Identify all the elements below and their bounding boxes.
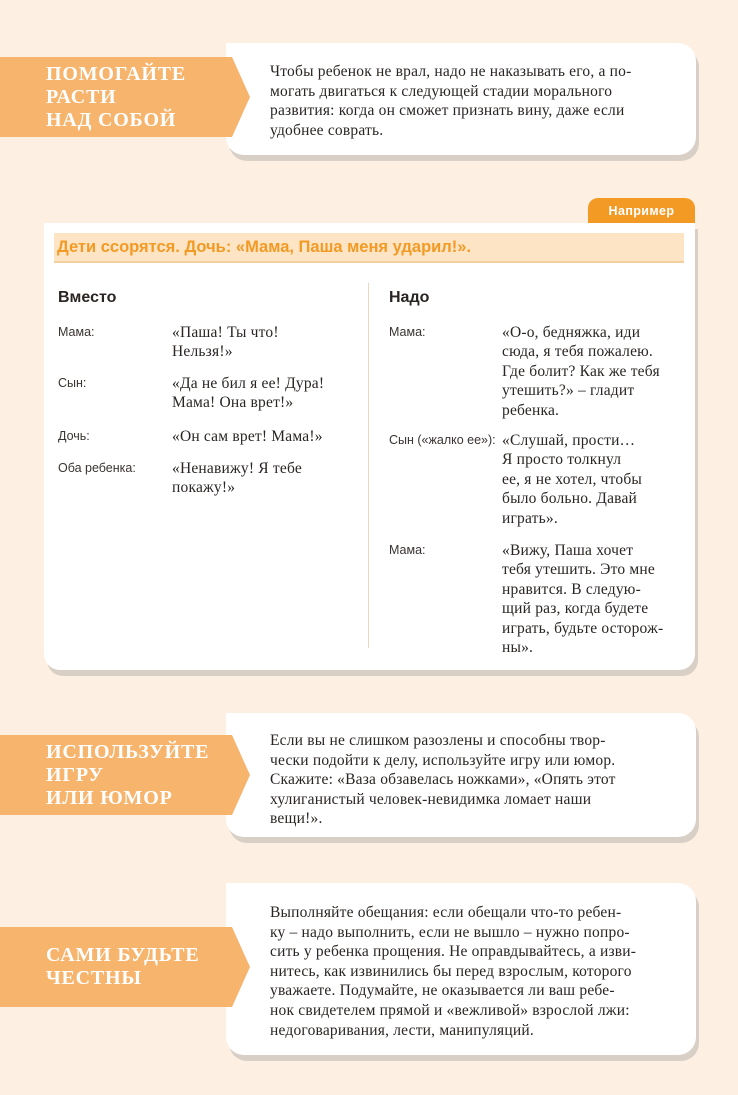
instead-title: Вместо xyxy=(58,289,117,306)
utterance-line: ны». xyxy=(502,639,534,657)
text-line: хулиганистый человек-невидимка ломает наши xyxy=(270,790,592,808)
text-line: недоговаривания, лести, манипуляций. xyxy=(270,1021,534,1039)
text-line: Чтобы ребенок не врал, надо не наказывать его, а по- xyxy=(270,63,632,80)
utterance-line: «Ненавижу! Я тебе xyxy=(172,460,302,477)
text-line: Если вы не слишком разозлены и способны твор- xyxy=(270,732,606,749)
tip-box-humor xyxy=(226,713,696,837)
speaker: Мама: xyxy=(58,325,95,339)
tip-label-honest xyxy=(0,927,199,1007)
utterance-line: играть». xyxy=(502,509,558,527)
utterance-line: «О-о, бедняжка, иди xyxy=(502,324,641,341)
utterance-line: Где болит? Как же тебя xyxy=(502,362,660,380)
example-tag: Например xyxy=(588,198,695,224)
example-headline: Дети ссорятся. Дочь: «Мама, Паша меня ударил!». xyxy=(54,233,684,263)
utterance-line: Я просто толкнул xyxy=(502,451,622,469)
label-arrow xyxy=(232,735,250,815)
tip-box-grow xyxy=(226,43,696,155)
utterance-line: «Паша! Ты что! xyxy=(172,324,279,341)
label-arrow xyxy=(232,57,250,137)
utterance-line: «Вижу, Паша хочет xyxy=(502,542,634,559)
utterance-line: Нельзя!» xyxy=(172,343,233,361)
text-line: чески подойти к делу, используйте игру или юмор. xyxy=(270,751,616,769)
tip-label-grow xyxy=(0,57,186,137)
speaker: Дочь: xyxy=(58,429,90,443)
utterance-line: ребенка. xyxy=(502,401,560,419)
utterance xyxy=(502,431,702,528)
utterance-line: «Слушай, прости… xyxy=(502,432,636,449)
text-line: ку – надо выполнить, если не вышло – нужно попро- xyxy=(270,923,630,941)
text-line: развития: когда он сможет признать вину, даже если xyxy=(270,102,625,120)
speaker: Оба ребенка: xyxy=(58,461,136,475)
speaker: Сын: xyxy=(58,376,87,390)
text-line: нок свидетелем прямой и «вежливой» взрослой лжи: xyxy=(270,1001,630,1019)
utterance-line: тебя утешить. Это мне xyxy=(502,561,655,579)
example-card xyxy=(44,223,695,670)
utterance-line: щий раз, когда будете xyxy=(502,600,649,618)
text-line: уважаете. Подумайте, не оказывается ли ваш ребе- xyxy=(270,982,615,1000)
utterance-line: было больно. Давай xyxy=(502,490,638,508)
utterance-line: «Да не бил я ее! Дура! xyxy=(172,375,325,392)
utterance xyxy=(502,323,702,420)
utterance xyxy=(172,459,372,498)
label-arrow xyxy=(232,927,250,1007)
utterance-line: ее, я не хотел, чтобы xyxy=(502,470,643,488)
text-line: удобнее соврать. xyxy=(270,121,384,139)
text-line: могать двигаться к следующей стадии морального xyxy=(270,82,613,100)
utterance-line: Мама! Она врет!» xyxy=(172,394,294,412)
speaker: Мама: xyxy=(389,325,426,339)
text-line: нитесь, как извинились бы перед взрослым, которого xyxy=(270,962,632,980)
utterance-line: покажу!» xyxy=(172,479,236,497)
tip-text-grow xyxy=(270,62,678,140)
text-line: Выполняйте обещания: если обещали что-то ребен- xyxy=(270,904,622,921)
tip-box-honest xyxy=(226,883,696,1055)
text-line: сить у ребенка прощения. Не оправдывайтесь, а изви- xyxy=(270,943,637,961)
utterance xyxy=(502,541,702,657)
should-title: Надо xyxy=(389,289,430,306)
utterance-line: сюда, я тебя пожалею. xyxy=(502,343,654,361)
utterance-line: «Он сам врет! Мама!» xyxy=(172,428,323,445)
utterance-line: утешить?» – гладит xyxy=(502,382,635,400)
text-line: Скажите: «Ваза обзавелась ножками», «Опять этот xyxy=(270,771,616,789)
tip-text-honest xyxy=(270,903,678,1040)
tip-heading: ПОМОГАЙТЕ РАСТИ НАД СОБОЙ xyxy=(46,62,186,131)
utterance-line: играть, будьте осторож- xyxy=(502,619,664,637)
speaker: Мама: xyxy=(389,543,426,557)
utterance xyxy=(172,323,372,362)
tip-text-humor xyxy=(270,731,678,829)
text-line: вещи!». xyxy=(270,810,323,828)
utterance xyxy=(172,374,372,413)
utterance xyxy=(172,427,372,446)
tip-heading: ИСПОЛЬЗУЙТЕ ИГРУ ИЛИ ЮМОР xyxy=(46,740,210,809)
tip-heading: САМИ БУДЬТЕ ЧЕСТНЫ xyxy=(46,944,200,989)
speaker: Сын («жалко ее»): xyxy=(389,433,496,447)
tip-label-humor xyxy=(0,735,209,815)
utterance-line: нравится. В следую- xyxy=(502,580,641,598)
